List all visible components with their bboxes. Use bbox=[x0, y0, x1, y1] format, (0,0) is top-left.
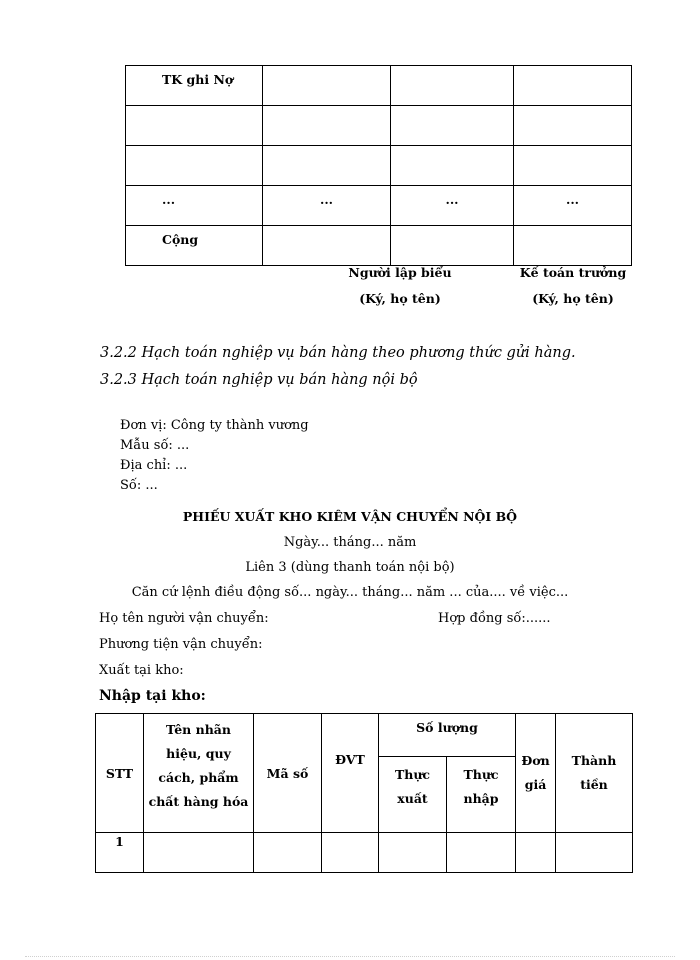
page-divider bbox=[25, 956, 675, 957]
table-cell bbox=[263, 106, 391, 146]
goods-table bbox=[95, 713, 633, 873]
table-cell bbox=[263, 66, 391, 106]
table-cell bbox=[263, 226, 391, 266]
table-cell bbox=[514, 226, 632, 266]
table-cell bbox=[126, 146, 263, 186]
basis-line: Căn cứ lệnh điều động số... ngày... tháng... năm ... của.... về việc... bbox=[131, 585, 569, 600]
table-header-row bbox=[96, 714, 633, 757]
header-stt: STT bbox=[96, 714, 144, 833]
table-cell bbox=[254, 833, 322, 873]
table-cell bbox=[126, 106, 263, 146]
table-row bbox=[126, 146, 632, 186]
header-unit: ĐVT bbox=[322, 714, 379, 833]
table-cell bbox=[516, 833, 556, 873]
section-heading-3-2-3: 3.2.3 Hạch toán nghiệp vụ bán hàng nội bộ bbox=[100, 372, 418, 388]
transporter-field: Họ tên người vận chuyển: bbox=[99, 611, 269, 626]
date-line: Ngày... tháng... năm bbox=[283, 535, 417, 550]
contract-field: Hợp đồng số:...... bbox=[438, 611, 551, 626]
table-cell: Cộng bbox=[126, 226, 263, 266]
table-row bbox=[126, 186, 632, 226]
chief-accountant-title: Kế toán trưởng bbox=[519, 265, 627, 280]
header-qty-in: Thực nhập bbox=[447, 757, 516, 833]
header-quantity: Số lượng bbox=[379, 714, 516, 757]
copy-line: Liên 3 (dùng thanh toán nội bộ) bbox=[245, 560, 455, 575]
document-number: Số: ... bbox=[120, 478, 158, 493]
table-cell bbox=[263, 146, 391, 186]
table-cell bbox=[391, 66, 514, 106]
form-number: Mẫu số: ... bbox=[120, 438, 190, 453]
table-cell bbox=[391, 106, 514, 146]
table-cell bbox=[514, 146, 632, 186]
table-cell bbox=[379, 833, 447, 873]
table-cell: 1 bbox=[96, 833, 144, 873]
table-cell bbox=[447, 833, 516, 873]
table-row bbox=[126, 226, 632, 266]
preparer-title: Người lập biểu bbox=[348, 265, 452, 280]
export-warehouse-field: Xuất tại kho: bbox=[99, 663, 184, 678]
address: Địa chỉ: ... bbox=[120, 458, 188, 473]
table-row bbox=[126, 106, 632, 146]
header-qty-out: Thực xuất bbox=[379, 757, 447, 833]
table-cell: ... bbox=[514, 186, 632, 226]
table-cell: TK ghi Nợ bbox=[126, 66, 263, 106]
header-amount: Thành tiền bbox=[556, 714, 633, 833]
form-title: PHIẾU XUẤT KHO KIÊM VẬN CHUYỂN NỘI BỘ bbox=[182, 509, 518, 524]
vehicle-field: Phương tiện vận chuyển: bbox=[99, 637, 263, 652]
ledger-table bbox=[125, 65, 632, 266]
table-cell: ... bbox=[126, 186, 263, 226]
header-code: Mã số bbox=[254, 714, 322, 833]
table-cell bbox=[514, 66, 632, 106]
header-unit-price: Đơn giá bbox=[516, 714, 556, 833]
table-cell bbox=[514, 106, 632, 146]
table-cell bbox=[144, 833, 254, 873]
preparer-note: (Ký, họ tên) bbox=[359, 291, 441, 306]
table-cell bbox=[322, 833, 379, 873]
section-heading-3-2-2: 3.2.2 Hạch toán nghiệp vụ bán hàng theo phương thức gửi hàng. bbox=[100, 345, 576, 361]
unit-name: Đơn vị: Công ty thành vương bbox=[120, 418, 309, 433]
chief-accountant-note: (Ký, họ tên) bbox=[532, 291, 614, 306]
table-row bbox=[126, 66, 632, 106]
table-cell: ... bbox=[263, 186, 391, 226]
table-row bbox=[96, 833, 633, 873]
table-cell bbox=[391, 226, 514, 266]
header-item-name: Tên nhãn hiệu, quy cách, phẩm chất hàng hóa bbox=[144, 714, 254, 833]
table-cell bbox=[391, 146, 514, 186]
import-warehouse-field: Nhập tại kho: bbox=[99, 688, 206, 704]
table-cell bbox=[556, 833, 633, 873]
table-cell: ... bbox=[391, 186, 514, 226]
